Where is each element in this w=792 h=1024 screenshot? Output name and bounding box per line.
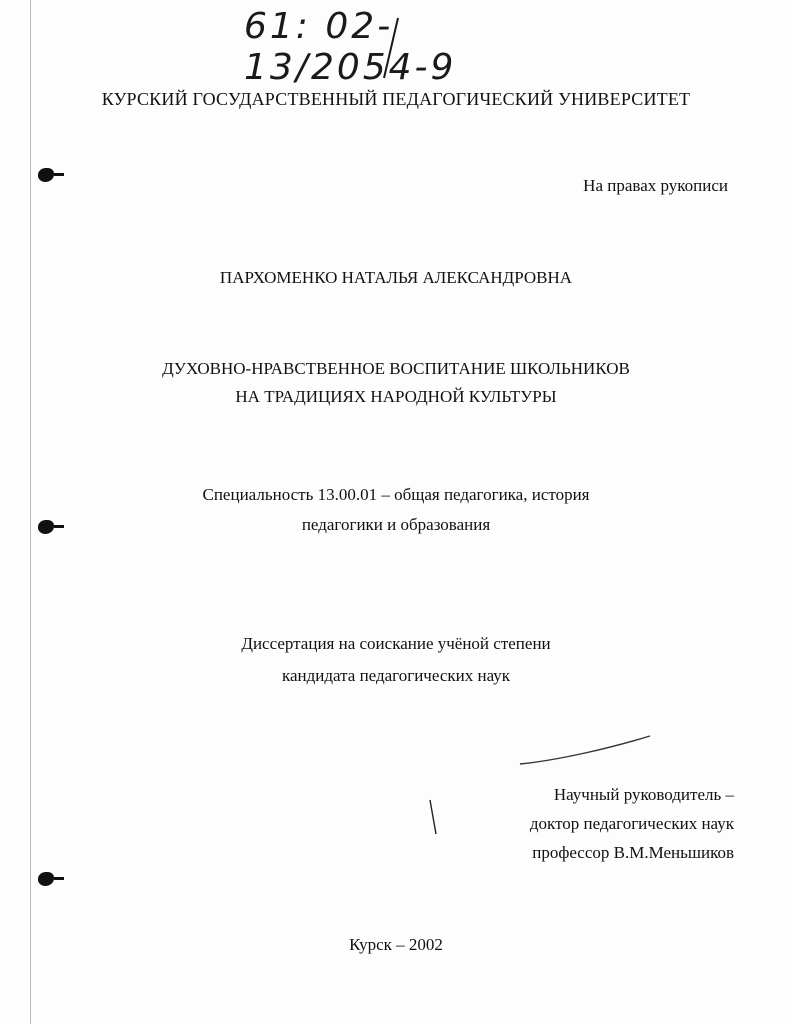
archive-stamp-text: 61: 02-13/2054-9 bbox=[244, 6, 457, 88]
author-name: ПАРХОМЕНКО НАТАЛЬЯ АЛЕКСАНДРОВНА bbox=[219, 268, 573, 287]
pen-tick-mark bbox=[430, 800, 436, 834]
advisor-block bbox=[500, 780, 734, 867]
city-year: Курск – 2002 bbox=[349, 935, 443, 954]
degree-line-1: Диссертация на соискание учёной степени bbox=[241, 634, 551, 653]
specialty-line-1: Специальность 13.00.01 – общая педагогика, история bbox=[202, 485, 590, 504]
stamp-slash-stroke bbox=[384, 18, 398, 78]
title-line-1: ДУХОВНО-НРАВСТВЕННОЕ ВОСПИТАНИЕ ШКОЛЬНИКОВ bbox=[162, 359, 630, 378]
specialty-block bbox=[0, 480, 792, 540]
signature-line bbox=[520, 736, 650, 764]
dissertation-title bbox=[0, 355, 792, 411]
degree-line-2: кандидата педагогических наук bbox=[281, 666, 511, 685]
advisor-line-2: доктор педагогических наук bbox=[529, 814, 734, 833]
degree-block bbox=[0, 628, 792, 692]
title-line-2: НА ТРАДИЦИЯХ НАРОДНОЙ КУЛЬТУРЫ bbox=[235, 387, 557, 406]
specialty-line-2: педагогики и образования bbox=[301, 515, 491, 534]
university-name: КУРСКИЙ ГОСУДАРСТВЕННЫЙ ПЕДАГОГИЧЕСКИЙ УНИВЕРСИТЕТ bbox=[101, 89, 691, 109]
advisor-line-1: Научный руководитель – bbox=[553, 785, 734, 804]
manuscript-rights-note: На правах рукописи bbox=[583, 176, 728, 195]
advisor-line-3: профессор В.М.Меньшиков bbox=[532, 843, 734, 862]
